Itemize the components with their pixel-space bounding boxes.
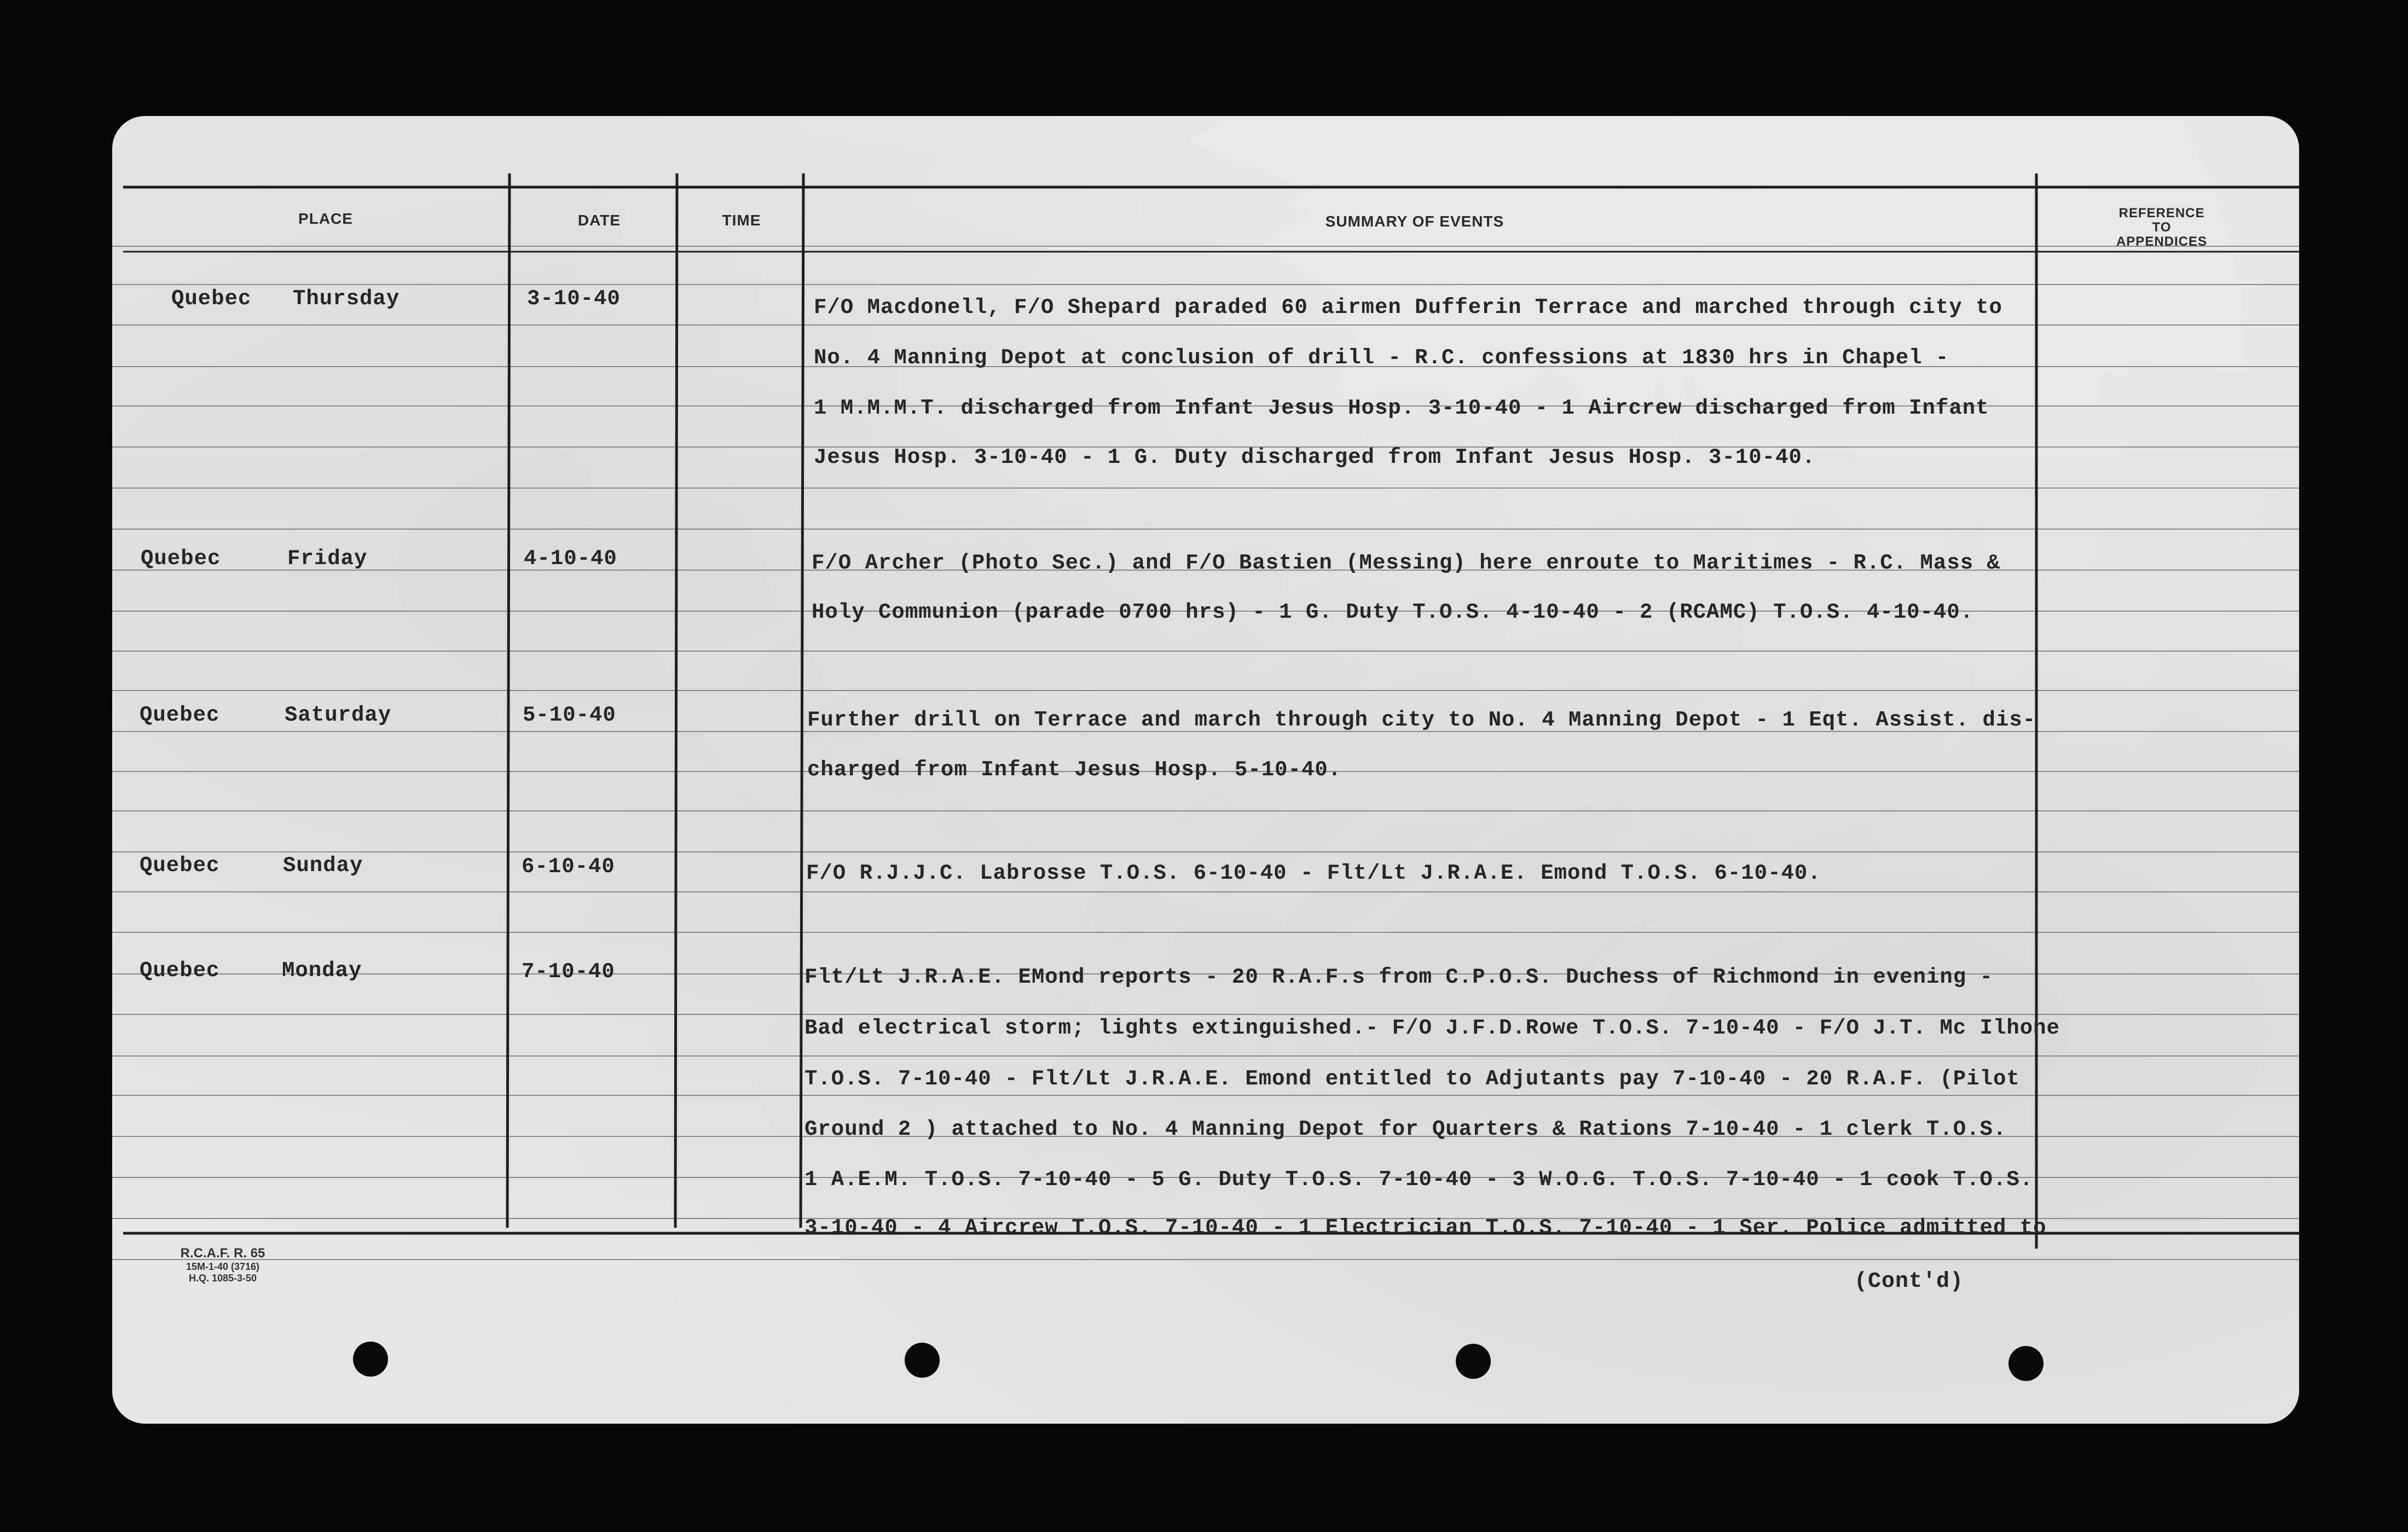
entry-summary-line: F/O R.J.J.C. Labrosse T.O.S. 6-10-40 - Flt/Lt J.R.A.E. Emond T.O.S. 6-10-40. — [806, 861, 1821, 885]
entry-summary-line: charged from Infant Jesus Hosp. 5-10-40. — [807, 758, 1342, 782]
form-number-line1: R.C.A.F. R. 65 — [180, 1246, 265, 1261]
header-summary: SUMMARY OF EVENTS — [1325, 213, 1504, 230]
punch-hole — [353, 1342, 388, 1377]
header-reference-line3: APPENDICES — [2116, 234, 2208, 249]
header-reference-line1: REFERENCE — [2118, 206, 2205, 220]
entry-place: Quebec — [140, 854, 220, 878]
entry-date: 5-10-40 — [523, 703, 616, 727]
entry-place: Quebec — [141, 547, 221, 571]
entry-place: Quebec — [140, 959, 220, 983]
entry-day: Thursday — [293, 287, 400, 311]
entry-day: Saturday — [285, 703, 392, 727]
punch-hole — [2008, 1346, 2044, 1381]
header-time: TIME — [722, 212, 761, 229]
form-number-line3: H.Q. 1085-3-50 — [188, 1273, 257, 1284]
entry-date: 7-10-40 — [522, 960, 615, 984]
entry-date: 6-10-40 — [522, 855, 615, 879]
entry-summary-line: No. 4 Manning Depot at conclusion of drill - R.C. confessions at 1830 hrs in Chapel - — [814, 346, 1949, 370]
entry-place: Quebec — [140, 703, 220, 727]
entry-summary-line: Bad electrical storm; lights extinguished.- F/O J.F.D.Rowe T.O.S. 7-10-40 - F/O J.T. Mc Ilhone — [804, 1016, 2060, 1040]
entry-summary-line: 3-10-40 - 4 Aircrew T.O.S. 7-10-40 - 1 Electrician T.O.S. 7-10-40 - 1 Ser. Police admitted to — [804, 1216, 2047, 1240]
entry-summary-line: Ground 2 ) attached to No. 4 Manning Depot for Quarters & Rations 7-10-40 - 1 clerk T.O.S. — [804, 1117, 2007, 1141]
entry-place: Quebec — [171, 287, 252, 311]
entry-summary-line: 1 M.M.M.T. discharged from Infant Jesus Hosp. 3-10-40 - 1 Aircrew discharged from Infant — [814, 396, 1989, 420]
entry-date: 4-10-40 — [524, 547, 617, 571]
entry-date: 3-10-40 — [527, 287, 621, 311]
entry-summary-line: Further drill on Terrace and march through city to No. 4 Manning Depot - 1 Eqt. Assist. dis- — [807, 708, 2036, 732]
form-number — [146, 1246, 299, 1284]
header-reference-line2: TO — [2152, 220, 2172, 235]
header-reference — [2066, 206, 2258, 249]
entry-summary-line: Flt/Lt J.R.A.E. EMond reports - 20 R.A.F.s from C.P.O.S. Duchess of Richmond in evening - — [804, 965, 1993, 989]
punch-hole — [905, 1343, 940, 1378]
form-number-line2: 15M-1-40 (3716) — [186, 1261, 260, 1272]
continued-note: (Cont'd) — [1854, 1269, 1964, 1294]
entry-day: Sunday — [283, 854, 363, 878]
entry-day: Monday — [282, 959, 362, 983]
entry-summary-line: Jesus Hosp. 3-10-40 - 1 G. Duty discharged from Infant Jesus Hosp. 3-10-40. — [814, 445, 1816, 469]
entry-summary-line: F/O Macdonell, F/O Shepard paraded 60 airmen Dufferin Terrace and marched through city to — [814, 295, 2002, 320]
header-date: DATE — [577, 212, 621, 229]
entry-day: Friday — [287, 547, 368, 571]
header-place: PLACE — [298, 210, 353, 227]
punch-hole — [1456, 1344, 1491, 1379]
entry-summary-line: F/O Archer (Photo Sec.) and F/O Bastien (Messing) here enroute to Maritimes - R.C. Mass & — [812, 551, 2000, 575]
entry-summary-line: T.O.S. 7-10-40 - Flt/Lt J.R.A.E. Emond entitled to Adjutants pay 7-10-40 - 20 R.A.F. (Pilot — [804, 1067, 2020, 1091]
entry-summary-line: 1 A.E.M. T.O.S. 7-10-40 - 5 G. Duty T.O.S. 7-10-40 - 3 W.O.G. T.O.S. 7-10-40 - 1 cook T.O.S. — [804, 1168, 2034, 1192]
diary-sheet — [112, 116, 2299, 1424]
entry-summary-line: Holy Communion (parade 0700 hrs) - 1 G. Duty T.O.S. 4-10-40 - 2 (RCAMC) T.O.S. 4-10-40. — [812, 600, 1974, 624]
